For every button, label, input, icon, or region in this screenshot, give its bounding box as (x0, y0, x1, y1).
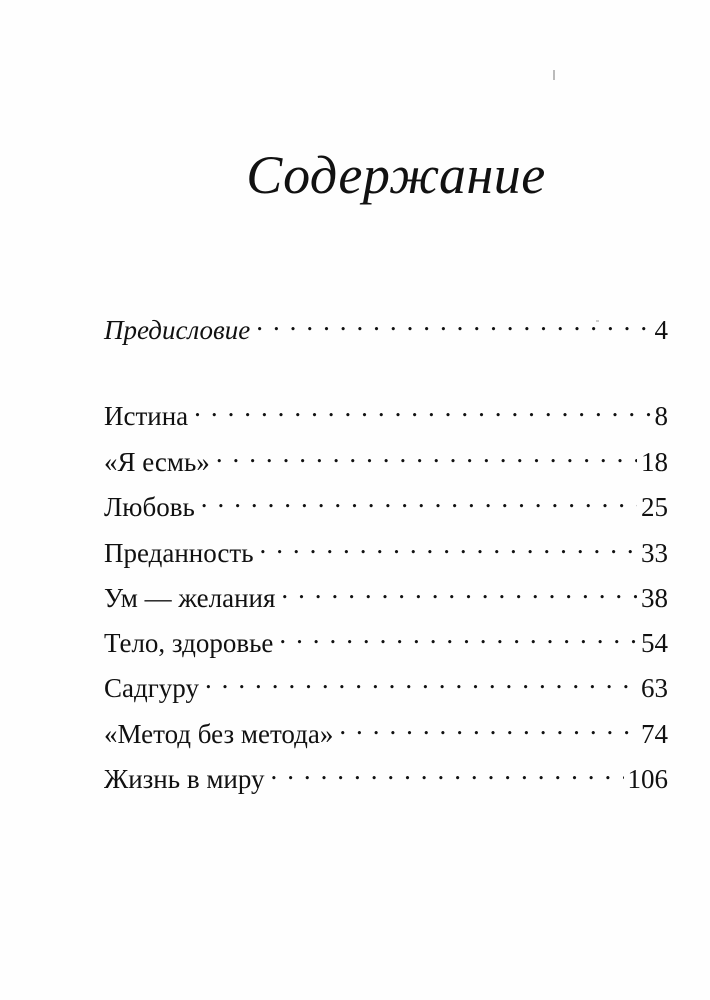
toc-entry-label: Жизнь в миру (104, 764, 265, 794)
toc-entry-page: 63 (641, 673, 668, 703)
toc-entry[interactable] (104, 571, 668, 613)
dot-leader (216, 435, 637, 471)
toc-entry-page: 18 (641, 447, 668, 477)
dot-leader (339, 707, 637, 743)
toc-entry-label: Предисловие (104, 315, 251, 345)
toc-entry-page: 33 (641, 538, 668, 568)
toc-entry-label: Ум — желания (104, 583, 276, 613)
toc-entry-page: 4 (654, 315, 668, 345)
toc-entry-label: Истина (104, 401, 189, 431)
toc-entry-page: 8 (654, 401, 668, 431)
dot-leader (194, 389, 650, 425)
toc-entry-label: «Я есмь» (104, 447, 210, 477)
toc-entry-label: Любовь (104, 492, 195, 522)
toc-entry-label: Преданность (104, 538, 254, 568)
toc-entry[interactable] (104, 616, 668, 658)
dot-leader (205, 661, 637, 697)
dot-leader (279, 616, 637, 652)
toc-entry-label: Тело, здоровье (104, 628, 274, 658)
dot-leader (201, 480, 637, 516)
toc-entry-label: Садгуру (104, 673, 199, 703)
toc-entry[interactable] (104, 661, 668, 703)
scan-speck (553, 70, 555, 80)
toc-entry[interactable] (104, 389, 668, 431)
toc-entry-page: 54 (641, 628, 668, 658)
toc-entry[interactable] (104, 435, 668, 477)
toc-entry[interactable] (104, 480, 668, 522)
toc-entry-page: 38 (641, 583, 668, 613)
dot-leader (281, 571, 637, 607)
toc-entry-page: 25 (641, 492, 668, 522)
dot-leader (271, 752, 624, 788)
page-title: Содержание (246, 145, 546, 205)
toc-entry[interactable] (104, 707, 668, 749)
dot-leader (260, 526, 637, 562)
toc-entry-label: «Метод без метода» (104, 719, 334, 749)
toc-entry[interactable] (104, 752, 668, 794)
dot-leader (256, 303, 650, 339)
toc-entry-page: 74 (641, 719, 668, 749)
toc-entry[interactable] (104, 303, 668, 345)
toc-entry[interactable] (104, 526, 668, 568)
toc-entry-page: 106 (627, 764, 668, 794)
